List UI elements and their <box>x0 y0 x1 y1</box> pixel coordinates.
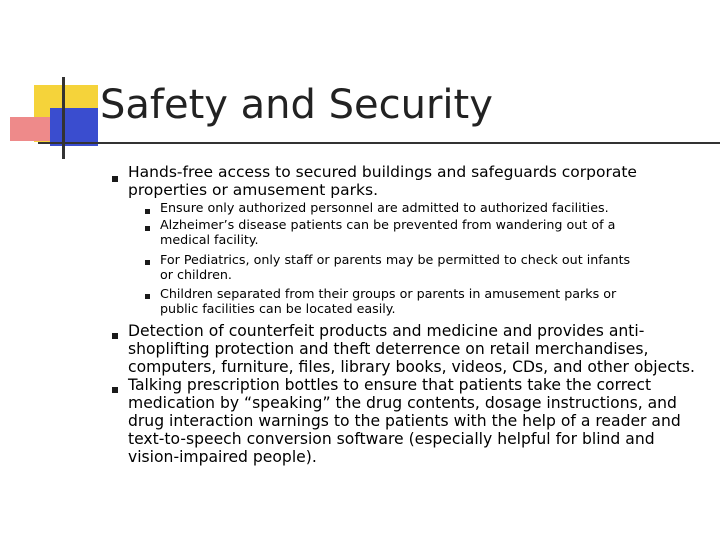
bullet-2-line-2: shoplifting protection and theft deterrence on retail merchandises, <box>128 340 649 358</box>
bullet-1-line-1: Hands-free access to secured buildings and safeguards corporate <box>128 163 637 181</box>
sub-bullet-1-line-1: Ensure only authorized personnel are admitted to authorized facilities. <box>160 200 609 215</box>
sub-bullet-4-line-2: public facilities can be located easily. <box>160 301 396 316</box>
bullet-square-icon <box>112 176 118 182</box>
sub-bullet-2-line-1: Alzheimer’s disease patients can be prevented from wandering out of a <box>160 217 616 232</box>
bullet-3-line-5: vision-impaired people). <box>128 448 317 466</box>
sub-bullet-square-icon <box>145 209 150 214</box>
bullet-1-line-2: properties or amusement parks. <box>128 181 378 199</box>
bullet-2-line-1: Detection of counterfeit products and medicine and provides anti- <box>128 322 645 340</box>
bullet-3-line-3: drug interaction warnings to the patients with the help of a reader and <box>128 412 681 430</box>
sub-bullet-square-icon <box>145 294 150 299</box>
bullet-square-icon <box>112 333 118 339</box>
bullet-3-line-2: medication by “speaking” the drug contents, dosage instructions, and <box>128 394 677 412</box>
sub-bullet-2-line-2: medical facility. <box>160 232 259 247</box>
bullet-3-line-1: Talking prescription bottles to ensure that patients take the correct <box>128 376 652 394</box>
bullet-square-icon <box>112 387 118 393</box>
sub-bullet-square-icon <box>145 260 150 265</box>
sub-bullet-4-line-1: Children separated from their groups or parents in amusement parks or <box>160 286 617 301</box>
sub-bullet-3-line-1: For Pediatrics, only staff or parents may be permitted to check out infants <box>160 252 631 267</box>
slide-title: Safety and Security <box>100 82 493 128</box>
sub-bullet-square-icon <box>145 226 150 231</box>
bullet-3-line-4: text-to-speech conversion software (especially helpful for blind and <box>128 430 655 448</box>
sub-bullet-3-line-2: or children. <box>160 267 232 282</box>
bullet-2-line-3: computers, furniture, files, library books, videos, CDs, and other objects. <box>128 358 695 376</box>
